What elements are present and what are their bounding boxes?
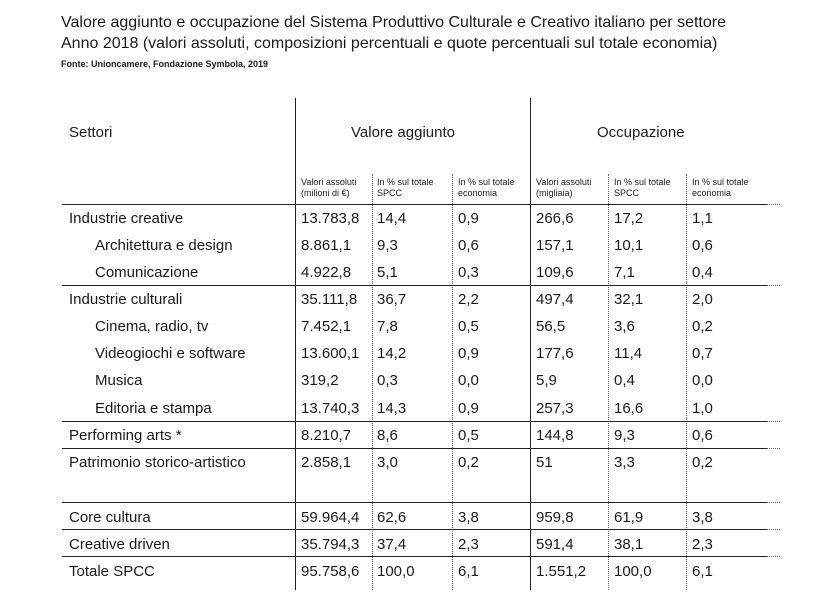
row-label: Architettura e design [95, 237, 233, 254]
cell: 7,8 [377, 318, 398, 335]
cell: 177,6 [536, 345, 574, 362]
table-row [62, 557, 780, 584]
cell: 0,9 [458, 345, 479, 362]
subheader-va-valori: Valori assoluti (milioni di €) [301, 177, 357, 198]
cell: 32,1 [614, 291, 644, 308]
cell: 2,3 [692, 536, 713, 553]
cell: 266,6 [536, 210, 574, 227]
source-note: Fonte: Unioncamere, Fondazione Symbola, 2019 [61, 59, 269, 69]
cell: 4.922,8 [301, 264, 352, 281]
cell: 6,1 [692, 563, 713, 580]
cell: 0,5 [458, 318, 479, 335]
cell: 0,6 [692, 427, 713, 444]
cell: 0,9 [458, 210, 479, 227]
row-label: Totale SPCC [69, 563, 155, 580]
header-settori: Settori [69, 124, 113, 141]
cell: 14,3 [377, 400, 407, 417]
table-row [62, 530, 780, 557]
page-subtitle: Anno 2018 (valori assoluti, composizioni percentuali e quote percentuali sul totale economia) [61, 35, 718, 52]
cell: 3,8 [458, 509, 479, 526]
cell: 7,1 [614, 264, 635, 281]
cell: 100,0 [614, 563, 652, 580]
table-row [62, 421, 780, 448]
cell: 36,7 [377, 291, 407, 308]
cell: 0,0 [458, 372, 479, 389]
table-row [62, 448, 780, 475]
cell: 0,3 [458, 264, 479, 281]
cell: 3,0 [377, 454, 398, 471]
cell: 8.861,1 [301, 237, 352, 254]
cell: 6,1 [458, 563, 479, 580]
cell: 8,6 [377, 427, 398, 444]
cell: 0,3 [377, 372, 398, 389]
cell: 10,1 [614, 237, 644, 254]
cell: 0,6 [692, 237, 713, 254]
cell: 257,3 [536, 400, 574, 417]
cell: 3,3 [614, 454, 635, 471]
table-row [62, 312, 780, 339]
cell: 109,6 [536, 264, 574, 281]
cell: 0,4 [692, 264, 713, 281]
table-row [62, 258, 780, 285]
subheader-va-economia: In % sul totale economia [458, 177, 515, 198]
cell: 14,2 [377, 345, 407, 362]
row-label: Industrie creative [69, 210, 184, 227]
row-label: Videogiochi e software [95, 345, 246, 362]
cell: 37,4 [377, 536, 407, 553]
cell: 0,5 [458, 427, 479, 444]
cell: 3,6 [614, 318, 635, 335]
cell: 11,4 [614, 345, 643, 362]
cell: 95.758,6 [301, 563, 360, 580]
cell: 0,2 [692, 454, 713, 471]
subheader-occ-economia: In % sul totale economia [692, 177, 749, 198]
cell: 497,4 [536, 291, 574, 308]
cell: 2,2 [458, 291, 479, 308]
cell: 0,2 [458, 454, 479, 471]
cell: 2.858,1 [301, 454, 352, 471]
table-row [62, 394, 780, 421]
row-label: Musica [95, 372, 143, 389]
subheader-occ-spcc: In % sul totale SPCC [614, 177, 671, 198]
cell: 9,3 [377, 237, 398, 254]
page-title: Valore aggiunto e occupazione del Sistema Produttivo Culturale e Creativo italiano per settore [61, 14, 726, 31]
cell: 0,0 [692, 372, 713, 389]
subheader-va-spcc: In % sul totale SPCC [377, 177, 434, 198]
cell: 591,4 [536, 536, 574, 553]
cell: 51 [536, 454, 553, 471]
table-row [62, 503, 780, 530]
cell: 319,2 [301, 372, 339, 389]
row-label: Comunicazione [95, 264, 199, 281]
row-label: Creative driven [69, 536, 170, 553]
cell: 0,2 [692, 318, 713, 335]
table-row [62, 204, 780, 231]
row-label: Core cultura [69, 509, 151, 526]
cell: 17,2 [614, 210, 644, 227]
cell: 0,4 [614, 372, 635, 389]
cell: 14,4 [377, 210, 407, 227]
row-label: Editoria e stampa [95, 400, 212, 417]
row-label: Performing arts * [69, 427, 182, 444]
row-label: Patrimonio storico-artistico [69, 454, 246, 471]
subheader-occ-valori: Valori assoluti (migliaia) [536, 177, 592, 198]
table-row [62, 231, 780, 258]
cell: 13.783,8 [301, 210, 360, 227]
cell: 1.551,2 [536, 563, 587, 580]
cell: 16,6 [614, 400, 644, 417]
cell: 157,1 [536, 237, 574, 254]
table-row [62, 339, 780, 366]
table-row [62, 285, 780, 312]
cell: 9,3 [614, 427, 635, 444]
cell: 100,0 [377, 563, 415, 580]
cell: 56,5 [536, 318, 566, 335]
cell: 2,0 [692, 291, 713, 308]
cell: 5,9 [536, 372, 557, 389]
cell: 62,6 [377, 509, 407, 526]
cell: 61,9 [614, 509, 644, 526]
cell: 959,8 [536, 509, 574, 526]
cell: 8.210,7 [301, 427, 352, 444]
cell: 35.111,8 [301, 291, 358, 308]
header-occupazione: Occupazione [597, 124, 685, 141]
row-label: Industrie culturali [69, 291, 183, 308]
cell: 59.964,4 [301, 509, 360, 526]
header-valore-aggiunto: Valore aggiunto [351, 124, 455, 141]
cell: 1,1 [692, 210, 713, 227]
cell: 0,7 [692, 345, 713, 362]
table-row [62, 366, 780, 393]
cell: 0,6 [458, 237, 479, 254]
cell: 144,8 [536, 427, 574, 444]
row-label: Cinema, radio, tv [95, 318, 209, 335]
cell: 0,9 [458, 400, 479, 417]
cell: 13.600,1 [301, 345, 360, 362]
cell: 3,8 [692, 509, 713, 526]
cell: 35.794,3 [301, 536, 360, 553]
cell: 7.452,1 [301, 318, 352, 335]
cell: 38,1 [614, 536, 644, 553]
cell: 5,1 [377, 264, 398, 281]
data-table [62, 98, 780, 590]
cell: 1,0 [692, 400, 713, 417]
cell: 2,3 [458, 536, 479, 553]
cell: 13.740,3 [301, 400, 360, 417]
